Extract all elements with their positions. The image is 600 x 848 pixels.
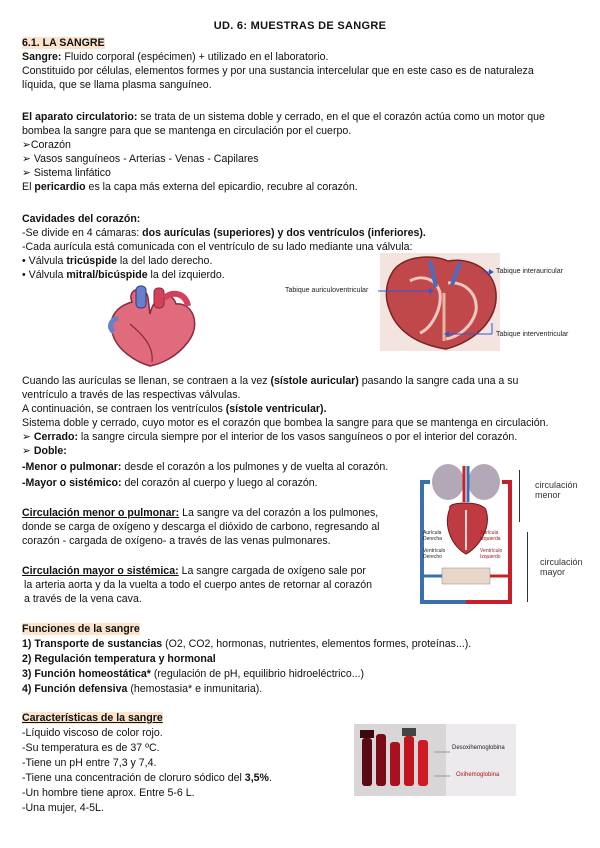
heart-illustration	[102, 284, 206, 368]
ciclo-line-3: A continuación, se contraen los ventrículos (sístole ventricular).	[22, 403, 327, 415]
label-tabique-interauricular: Tabique interauricular	[496, 268, 563, 275]
section-heading-sangre: 6.1. LA SANGRE	[22, 37, 105, 49]
label-auricula-izquierda: Aurícula Izquierda	[480, 530, 501, 542]
circ-bullet-vasos: ➢ Vasos sanguíneos - Arterias - Venas - Capilares	[22, 153, 259, 165]
caract-1: -Líquido viscoso de color rojo.	[22, 727, 163, 739]
label-ventriculo-derecho: Ventrículo Derecho	[423, 548, 446, 560]
funcion-defensiva: 4) Función defensiva (hemostasia* e inmunitaria).	[22, 683, 263, 695]
ciclo-mayor: -Mayor o sistémico: del corazón al cuerpo y luego al corazón.	[22, 477, 318, 489]
caract-2: -Su temperatura es de 37 ºC.	[22, 742, 160, 754]
circ-line-1: El aparato circulatorio: se trata de un sistema doble y cerrado, en el que el corazón actúa como un motor que	[22, 111, 545, 123]
label-desoxihemoglobina: Desoxihemoglobina	[452, 745, 505, 751]
sangre-definition: Sangre: Fluido corporal (espécimen) + utilizado en el laboratorio.	[22, 51, 329, 63]
funciones-heading: Funciones de la sangre	[22, 623, 140, 635]
mayor-line-1: Circulación mayor o sistémica: La sangre cargada de oxígeno sale por	[22, 565, 366, 577]
menor-line-1: Circulación menor o pulmonar: La sangre va del corazón a los pulmones,	[22, 507, 379, 519]
label-oxihemoglobina: Oxihemoglobina	[456, 772, 500, 778]
ciclo-line-4: Sistema doble y cerrado, cuyo motor es el corazón que bombea la sangre para que se mantenga en circulación.	[22, 417, 549, 429]
menor-line-3: corazón - cargada de oxígeno- a través de las venas pulmonares.	[22, 535, 331, 547]
cavidades-tricuspide: • Válvula tricúspide la del lado derecho.	[22, 255, 213, 267]
label-auricula-derecha: Aurícula Derecha	[423, 530, 442, 542]
label-circulacion-menor: circulación menor	[535, 480, 578, 500]
mayor-line-2: la arteria aorta y da la vuelta a todo el cuerpo antes de retornar al corazón	[24, 579, 373, 591]
funcion-transporte: 1) Transporte de sustancias (O2, CO2, hormonas, nutrientes, elementos formes, proteínas...).	[22, 638, 472, 650]
funcion-homeostatica: 3) Función homeostática* (regulación de pH, equilibrio hidroeléctrico...)	[22, 668, 365, 680]
ciclo-cerrado: ➢ Cerrado: la sangre circula siempre por el interior de los vasos sanguíneos o por el interior del corazón.	[22, 431, 518, 443]
label-ventriculo-izquierdo: Ventrículo Izquierdo	[480, 548, 503, 560]
caract-3: -Tiene un pH entre 7,3 y 7,4.	[22, 757, 157, 769]
blood-tubes-photo	[354, 724, 516, 796]
menor-line-2: donde se carga de oxígeno y descarga el dióxido de carbono, regresando al	[22, 521, 380, 533]
cavidades-heading: Cavidades del corazón:	[22, 213, 141, 225]
page-title: UD. 6: MUESTRAS DE SANGRE	[213, 20, 387, 32]
circ-line-2: bombea la sangre para que se mantenga en circulación por el cuerpo.	[22, 125, 352, 137]
circ-bullet-corazon: ➢Corazón	[22, 139, 71, 151]
pericardio-line: El pericardio es la capa más externa del epicardio, recubre al corazón.	[22, 181, 358, 193]
sangre-line-3: líquida, que se llama plasma sanguíneo.	[22, 79, 212, 91]
ciclo-menor: -Menor o pulmonar: desde el corazón a los pulmones y de vuelta al corazón.	[22, 461, 389, 473]
label-tabique-interventricular: Tabique interventricular	[496, 331, 569, 338]
cavidades-mitral: • Válvula mitral/bicúspide la del izquierdo.	[22, 269, 225, 281]
bracket-menor	[519, 470, 520, 522]
label-circulacion-mayor: circulación mayor	[540, 557, 583, 577]
circ-bullet-linfatico: ➢ Sistema linfático	[22, 167, 111, 179]
cavidades-line-1: -Se divide en 4 cámaras: dos aurículas (superiores) y dos ventrículos (inferiores).	[22, 227, 426, 239]
funcion-regulacion: 2) Regulación temperatura y hormonal	[22, 653, 216, 665]
bracket-mayor	[527, 532, 528, 602]
caracteristicas-heading: Características de la sangre	[22, 712, 163, 724]
label-tabique-auriculoventricular: Tabique auriculoventricular	[285, 287, 369, 294]
caract-6: -Una mujer, 4-5L.	[22, 802, 104, 814]
sangre-line-2: Constituido por células, elementos formes y por una sustancia intercelular que en este caso es de naturaleza	[22, 65, 534, 77]
mayor-line-3: a través de la vena cava.	[24, 593, 142, 605]
ciclo-doble: ➢ Doble:	[22, 445, 67, 457]
cavidades-line-2: -Cada aurícula está comunicada con el ventrículo de su lado mediante una válvula:	[22, 241, 413, 253]
caract-5: -Un hombre tiene aprox. Entre 5-6 L.	[22, 787, 195, 799]
ciclo-line-1: Cuando las aurículas se llenan, se contraen a la vez (sístole auricular) pasando la sangre cada una a su	[22, 375, 519, 387]
ciclo-line-2: ventrículo a través de las respectivas válvulas.	[22, 389, 241, 401]
caract-4: -Tiene una concentración de cloruro sódico del 3,5%.	[22, 772, 272, 784]
